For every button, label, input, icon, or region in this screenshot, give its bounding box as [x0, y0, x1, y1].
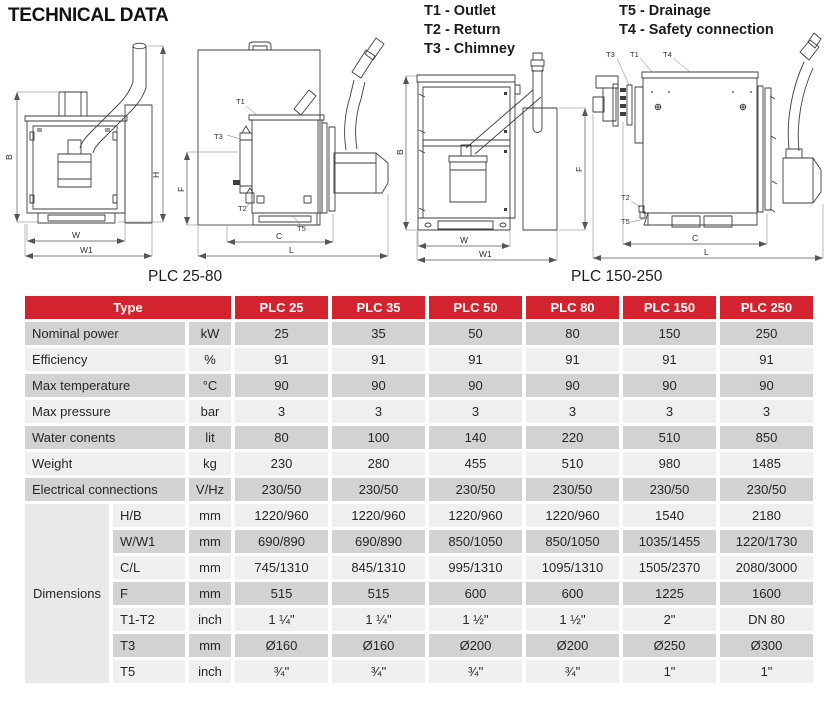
table-row: [25, 556, 813, 579]
value-cell: Ø200: [526, 634, 619, 657]
value-cell: 690/890: [235, 530, 328, 553]
value-cell: 3: [526, 400, 619, 423]
dimension-group-cell: Dimensions: [25, 504, 109, 683]
value-cell: 250: [720, 322, 813, 345]
row-unit: lit: [189, 426, 231, 449]
legend-item-t5: T5 - Drainage: [619, 3, 711, 19]
drawing-plc150-250-side-view: [593, 33, 823, 258]
row-unit: kg: [189, 452, 231, 475]
header-cell-plc250: PLC 250: [720, 296, 813, 319]
dim-label-c: C: [692, 233, 699, 243]
value-cell: 3: [623, 400, 716, 423]
value-cell: 1 ¼": [235, 608, 328, 631]
value-cell: 600: [429, 582, 522, 605]
table-row: [25, 504, 813, 527]
value-cell: 35: [332, 322, 425, 345]
value-cell: ¾": [526, 660, 619, 683]
value-cell: 91: [526, 348, 619, 371]
port-label-t2: T2: [238, 204, 247, 213]
drawing-caption-plc-150-250: PLC 150-250: [571, 268, 663, 285]
table-row: [25, 374, 813, 397]
value-cell: 980: [623, 452, 716, 475]
row-label: Water conents: [25, 426, 185, 449]
value-cell: 230/50: [235, 478, 328, 501]
port-label-t1: T1: [236, 97, 245, 106]
row-unit: mm: [189, 504, 231, 527]
value-cell: 90: [332, 374, 425, 397]
value-cell: 845/1310: [332, 556, 425, 579]
port-label-t2: T2: [621, 193, 630, 202]
table-row: [25, 530, 813, 553]
value-cell: 230: [235, 452, 328, 475]
value-cell: 995/1310: [429, 556, 522, 579]
table-row: [25, 608, 813, 631]
dim-label-w: W: [460, 235, 469, 245]
legend-item-t3: T3 - Chimney: [424, 41, 516, 57]
value-cell: 90: [720, 374, 813, 397]
value-cell: 1220/960: [429, 504, 522, 527]
value-cell: 150: [623, 322, 716, 345]
dim-label-b: B: [395, 149, 405, 155]
row-unit: %: [189, 348, 231, 371]
dimension-row-label: W/W1: [113, 530, 185, 553]
value-cell: 515: [235, 582, 328, 605]
value-cell: 80: [235, 426, 328, 449]
dimension-row-label: T5: [113, 660, 185, 683]
value-cell: 1540: [623, 504, 716, 527]
value-cell: 1225: [623, 582, 716, 605]
value-cell: 3: [720, 400, 813, 423]
value-cell: 1 ½": [429, 608, 522, 631]
row-label: Max pressure: [25, 400, 185, 423]
dimension-row-label: F: [113, 582, 185, 605]
value-cell: 1 ½": [526, 608, 619, 631]
dim-label-f: F: [574, 166, 584, 172]
value-cell: 600: [526, 582, 619, 605]
row-unit: mm: [189, 634, 231, 657]
value-cell: 850/1050: [429, 530, 522, 553]
row-label: Nominal power: [25, 322, 185, 345]
port-label-t5: T5: [297, 224, 306, 233]
row-unit: kW: [189, 322, 231, 345]
value-cell: 91: [332, 348, 425, 371]
value-cell: 230/50: [623, 478, 716, 501]
value-cell: 25: [235, 322, 328, 345]
value-cell: 91: [720, 348, 813, 371]
row-label: Electrical connections: [25, 478, 185, 501]
value-cell: Ø300: [720, 634, 813, 657]
dim-label-c: C: [276, 231, 283, 241]
table-row: [25, 634, 813, 657]
table-row: [25, 322, 813, 345]
dimension-row-label: H/B: [113, 504, 185, 527]
value-cell: 140: [429, 426, 522, 449]
value-cell: 1220/960: [526, 504, 619, 527]
row-unit: inch: [189, 608, 231, 631]
table-body: [25, 322, 813, 683]
table-row: [25, 582, 813, 605]
value-cell: 690/890: [332, 530, 425, 553]
value-cell: 230/50: [429, 478, 522, 501]
value-cell: ¾": [332, 660, 425, 683]
value-cell: 230/50: [526, 478, 619, 501]
value-cell: 90: [526, 374, 619, 397]
value-cell: 1095/1310: [526, 556, 619, 579]
dim-label-b: B: [4, 154, 14, 160]
value-cell: 850: [720, 426, 813, 449]
value-cell: 1485: [720, 452, 813, 475]
value-cell: 455: [429, 452, 522, 475]
value-cell: 1 ¼": [332, 608, 425, 631]
dim-label-l: L: [289, 245, 294, 255]
value-cell: 230/50: [332, 478, 425, 501]
value-cell: 90: [235, 374, 328, 397]
value-cell: 80: [526, 322, 619, 345]
table-row: [25, 400, 813, 423]
header-cell-type: Type: [25, 296, 231, 319]
technical-data-table: [21, 293, 817, 686]
row-unit: bar: [189, 400, 231, 423]
row-unit: mm: [189, 530, 231, 553]
port-label-t5: T5: [621, 217, 630, 226]
value-cell: 1505/2370: [623, 556, 716, 579]
port-label-t1: T1: [630, 50, 639, 59]
value-cell: 2180: [720, 504, 813, 527]
value-cell: 510: [623, 426, 716, 449]
row-unit: mm: [189, 556, 231, 579]
row-unit: inch: [189, 660, 231, 683]
value-cell: 3: [429, 400, 522, 423]
table-row: [25, 660, 813, 683]
value-cell: 100: [332, 426, 425, 449]
value-cell: Ø160: [332, 634, 425, 657]
value-cell: ¾": [429, 660, 522, 683]
row-label: Efficiency: [25, 348, 185, 371]
value-cell: 3: [332, 400, 425, 423]
value-cell: Ø200: [429, 634, 522, 657]
value-cell: 2080/3000: [720, 556, 813, 579]
value-cell: 1600: [720, 582, 813, 605]
table-row: [25, 426, 813, 449]
legend-item-t2: T2 - Return: [424, 22, 501, 38]
dim-label-w1: W1: [479, 249, 492, 259]
value-cell: 1220/1730: [720, 530, 813, 553]
value-cell: 850/1050: [526, 530, 619, 553]
value-cell: 2": [623, 608, 716, 631]
port-label-t4: T4: [663, 50, 672, 59]
value-cell: 510: [526, 452, 619, 475]
drawing-plc150-250-front-view: [395, 53, 585, 260]
value-cell: 1220/960: [332, 504, 425, 527]
table-row: [25, 452, 813, 475]
dim-label-h: H: [151, 171, 161, 178]
value-cell: 745/1310: [235, 556, 328, 579]
row-label: Weight: [25, 452, 185, 475]
value-cell: 1": [720, 660, 813, 683]
value-cell: 1220/960: [235, 504, 328, 527]
legend-item-t1: T1 - Outlet: [424, 3, 496, 19]
value-cell: 280: [332, 452, 425, 475]
legend-item-t4: T4 - Safety connection: [619, 22, 774, 38]
dimension-row-label: T1-T2: [113, 608, 185, 631]
header-cell-plc50: PLC 50: [429, 296, 522, 319]
drawing-plc25-80-side-view: [176, 38, 388, 256]
technical-drawings: [0, 30, 828, 293]
value-cell: 230/50: [720, 478, 813, 501]
value-cell: 91: [235, 348, 328, 371]
value-cell: 50: [429, 322, 522, 345]
value-cell: 91: [623, 348, 716, 371]
header-cell-plc150: PLC 150: [623, 296, 716, 319]
row-unit: °C: [189, 374, 231, 397]
value-cell: ¾": [235, 660, 328, 683]
dimension-row-label: C/L: [113, 556, 185, 579]
dim-label-l: L: [704, 247, 709, 257]
row-unit: mm: [189, 582, 231, 605]
header-cell-plc35: PLC 35: [332, 296, 425, 319]
row-unit: V/Hz: [189, 478, 231, 501]
page-title: TECHNICAL DATA: [8, 5, 169, 26]
header-cell-plc25: PLC 25: [235, 296, 328, 319]
value-cell: 3: [235, 400, 328, 423]
value-cell: 90: [429, 374, 522, 397]
port-label-t3: T3: [214, 132, 223, 141]
dim-label-w: W: [72, 230, 81, 240]
value-cell: 515: [332, 582, 425, 605]
table-row: [25, 478, 813, 501]
value-cell: Ø250: [623, 634, 716, 657]
port-label-t3: T3: [606, 50, 615, 59]
table-row: [25, 348, 813, 371]
table-header-row: [25, 296, 813, 319]
value-cell: 220: [526, 426, 619, 449]
value-cell: 1035/1455: [623, 530, 716, 553]
value-cell: DN 80: [720, 608, 813, 631]
header-cell-plc80: PLC 80: [526, 296, 619, 319]
drawing-plc25-80-front-view: [4, 43, 163, 256]
dim-label-f: F: [176, 186, 186, 192]
row-label: Max temperature: [25, 374, 185, 397]
value-cell: 90: [623, 374, 716, 397]
value-cell: 1": [623, 660, 716, 683]
drawing-caption-plc-25-80: PLC 25-80: [148, 268, 223, 285]
dimension-row-label: T3: [113, 634, 185, 657]
value-cell: 91: [429, 348, 522, 371]
value-cell: Ø160: [235, 634, 328, 657]
dim-label-w1: W1: [80, 245, 93, 255]
